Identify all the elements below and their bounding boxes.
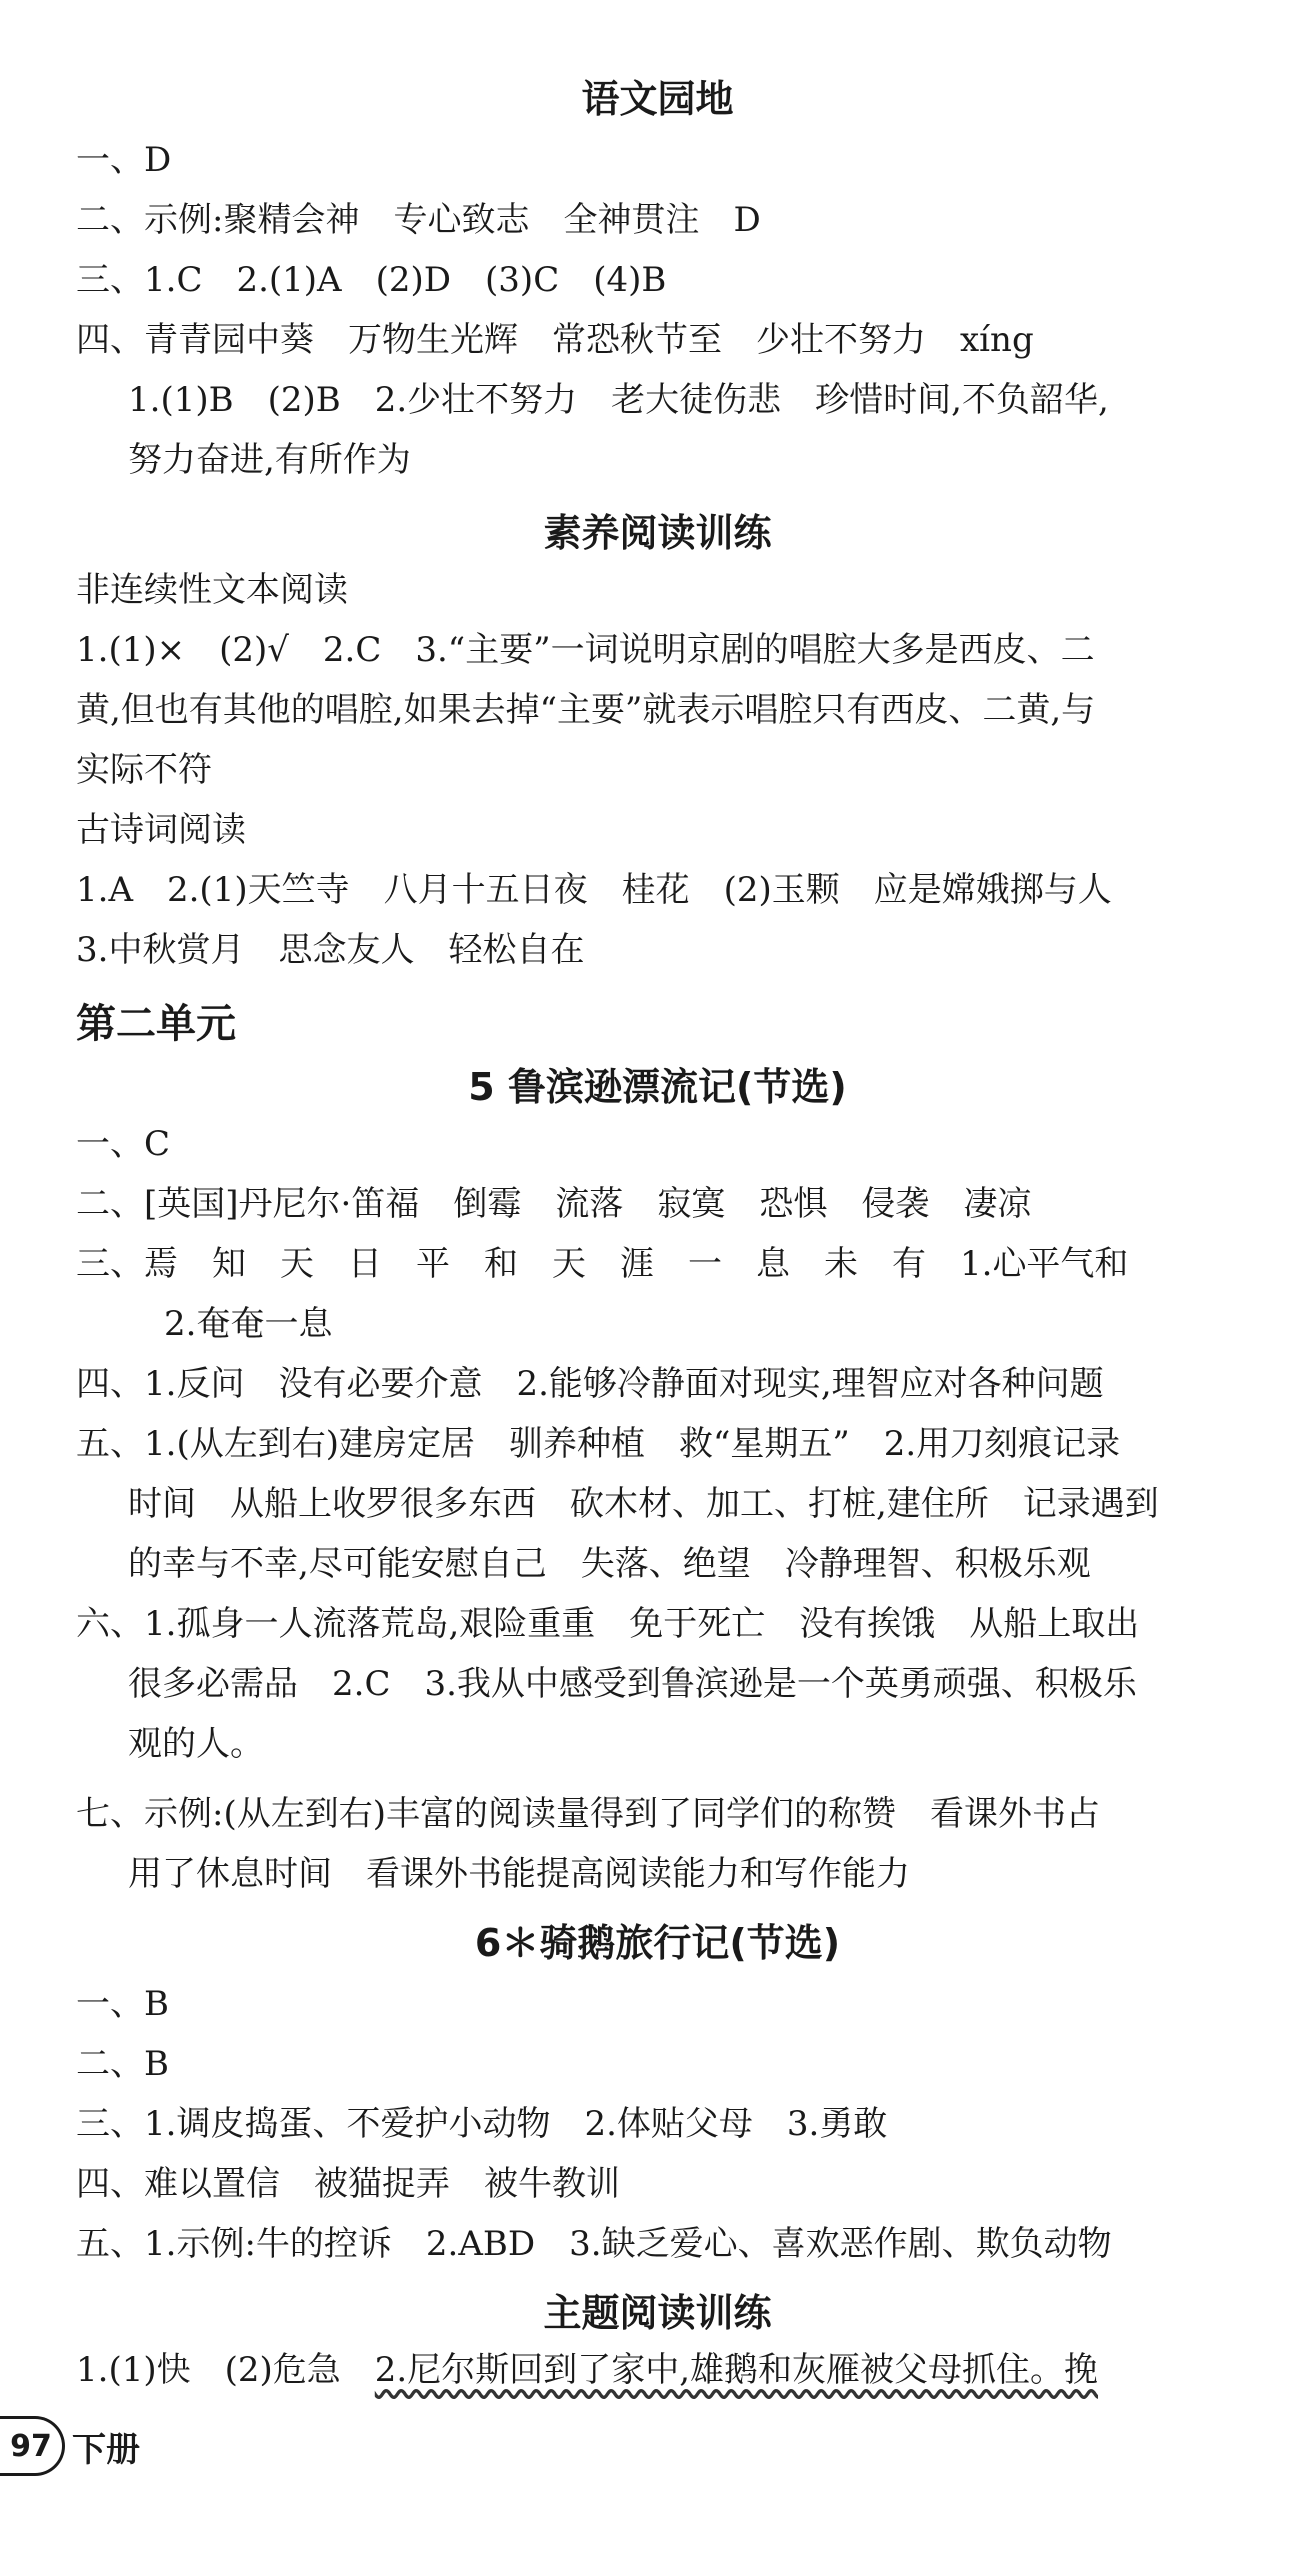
answer-part: 1.(1)快 (2)危急	[76, 2350, 375, 2390]
answer-line: 努力奋进,有所作为	[128, 440, 411, 480]
section-title-lesson5: 5 鲁滨逊漂流记(节选)	[468, 1065, 847, 1109]
volume-label: 下册	[72, 2430, 140, 2470]
answer-line: 时间 从船上收罗很多东西 砍木材、加工、打桩,建住所 记录遇到	[128, 1484, 1159, 1524]
section-title-suyang: 素养阅读训练	[543, 511, 772, 555]
answer-line: 四、难以置信 被猫捉弄 被牛教训	[76, 2164, 620, 2204]
answer-line: 五、1.示例:牛的控诉 2.ABD 3.缺乏爱心、喜欢恶作剧、欺负动物	[76, 2224, 1112, 2264]
answer-line: 三、1.C 2.(1)A (2)D (3)C (4)B	[76, 260, 667, 300]
answer-line: 三、1.调皮捣蛋、不爱护小动物 2.体贴父母 3.勇敢	[76, 2104, 888, 2144]
answer-line: 用了休息时间 看课外书能提高阅读能力和写作能力	[128, 1854, 910, 1894]
answer-line: 三、焉 知 天 日 平 和 天 涯 一 息 未 有 1.心平气和	[76, 1244, 1129, 1284]
section-title-zhuti: 主题阅读训练	[543, 2291, 772, 2335]
answer-line: 1.A 2.(1)天竺寺 八月十五日夜 桂花 (2)玉颗 应是嫦娥掷与人	[76, 870, 1112, 910]
answer-line: 黄,但也有其他的唱腔,如果去掉“主要”就表示唱腔只有西皮、二黄,与	[76, 690, 1096, 730]
answer-line: 一、B	[76, 1984, 169, 2024]
answer-line: 二、B	[76, 2044, 169, 2084]
answer-line: 的幸与不幸,尽可能安慰自己 失落、绝望 冷静理智、积极乐观	[128, 1544, 1091, 1584]
wavy-underlined-answer: 2.尼尔斯回到了家中,雄鹅和灰雁被父母抓住。挽	[374, 2350, 1099, 2390]
answer-line: 六、1.孤身一人流落荒岛,艰险重重 免于死亡 没有挨饿 从船上取出	[76, 1604, 1140, 1644]
unit-title: 第二单元	[76, 1001, 236, 1047]
section-title-lesson6: 6＊骑鹅旅行记(节选)	[474, 1921, 841, 1965]
answer-line	[76, 2346, 1098, 2394]
answer-line: 1.(1)B (2)B 2.少壮不努力 老大徒伤悲 珍惜时间,不负韶华,	[128, 380, 1109, 420]
answer-line: 1.(1)× (2)√ 2.C 3.“主要”一词说明京剧的唱腔大多是西皮、二	[76, 630, 1095, 670]
answer-line: 非连续性文本阅读	[76, 570, 348, 610]
page-number-badge	[0, 2416, 65, 2476]
answer-line: 七、示例:(从左到右)丰富的阅读量得到了同学们的称赞 看课外书占	[76, 1794, 1100, 1834]
answer-line: 二、[英国]丹尼尔·笛福 倒霉 流落 寂寞 恐惧 侵袭 凄凉	[76, 1184, 1032, 1224]
answer-line: 四、青青园中葵 万物生光辉 常恐秋节至 少壮不努力 xíng	[76, 320, 1034, 360]
answer-line: 五、1.(从左到右)建房定居 驯养种植 救“星期五” 2.用刀刻痕记录	[76, 1424, 1121, 1464]
answer-line: 二、示例:聚精会神 专心致志 全神贯注 D	[76, 200, 761, 240]
page-number: 97	[10, 2428, 52, 2464]
answer-line: 3.中秋赏月 思念友人 轻松自在	[76, 930, 585, 970]
answer-line: 实际不符	[76, 750, 212, 790]
answer-line: 观的人。	[128, 1724, 264, 1764]
answer-line: 古诗词阅读	[76, 810, 246, 850]
answer-line: 很多必需品 2.C 3.我从中感受到鲁滨逊是一个英勇顽强、积极乐	[128, 1664, 1137, 1704]
answer-line: 四、1.反问 没有必要介意 2.能够冷静面对现实,理智应对各种问题	[76, 1364, 1104, 1404]
answer-line: 一、C	[76, 1124, 171, 1164]
section-title-yuwen: 语文园地	[581, 77, 734, 121]
answer-line: 一、D	[76, 140, 172, 180]
answer-line: 2.奄奄一息	[164, 1304, 333, 1344]
